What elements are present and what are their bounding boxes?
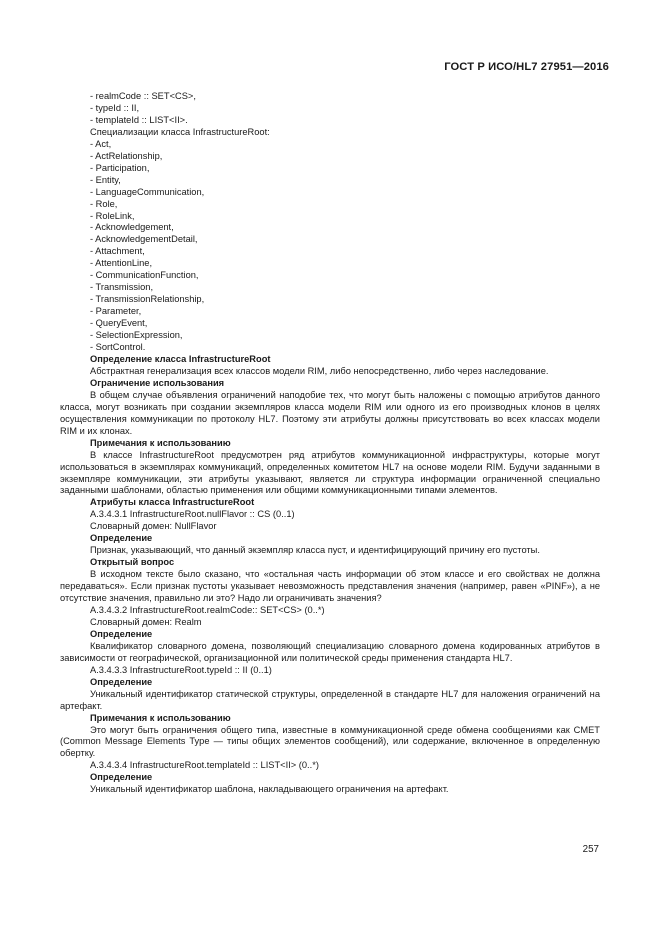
list-item: - RoleLink, <box>90 210 135 221</box>
page-body <box>60 91 600 796</box>
list-item: - ActRelationship, <box>90 150 163 161</box>
page-number: 257 <box>582 844 599 855</box>
paragraph: Признак, указывающий, что данный экземпляр класса пуст, и идентифицирующий причину его пустоты. <box>90 545 540 556</box>
paragraph: В общем случае объявления ограничений наподобие тех, что могут быть наложены с помощью атрибутов данного класса, могут возникать при создании экземпляров класса модели RIM или одного из его производных клонов в целях осуществления коммуникации по протоколу HL7. Поэтому эти атрибуты должны присутствовать во всех классах модели RIM и их клонах. <box>60 389 600 436</box>
section-heading: Определение <box>90 533 153 544</box>
paragraph: Уникальный идентификатор шаблона, накладывающего ограничения на артефакт. <box>90 784 449 795</box>
section-heading: Открытый вопрос <box>90 557 175 568</box>
list-item: - Entity, <box>90 174 121 185</box>
attribute-id: A.3.4.3.1 InfrastructureRoot.nullFlavor :: CS (0..1) <box>90 509 295 520</box>
list-item: - AcknowledgementDetail, <box>90 234 198 245</box>
section-heading: Определение <box>90 772 153 783</box>
paragraph: В классе InfrastructureRoot предусмотрен ряд атрибутов коммуникационной инфраструктуры, которые могут использоваться в экземплярах коммуникаций, определенных комитетом HL7 на основе модели RIM. Будучи заданными в экземпляре коммуникации, эти атрибуты указывают, является ли структура информации ограниченной специально заданными шаблонами, областью применения или общими коммуникационными типами элементов. <box>60 449 600 496</box>
paragraph: Это могут быть ограничения общего типа, известные в коммуникационной среде обмена сообщениями как CMET (Common Message Elements Type — типы общих элементов сообщений), или содержание, включенное в определенную обертку. <box>60 724 600 759</box>
spec-intro: Специализации класса InfrastructureRoot: <box>90 126 270 137</box>
section-heading: Определение класса InfrastructureRoot <box>90 353 271 364</box>
section-heading: Определение <box>90 628 153 639</box>
list-item: - Transmission, <box>90 282 154 293</box>
document-header: ГОСТ Р ИСО/HL7 27951—2016 <box>444 61 609 73</box>
list-item: - realmCode :: SET<CS>, <box>90 91 196 101</box>
list-item: - Parameter, <box>90 306 142 317</box>
list-item: - Acknowledgement, <box>90 222 174 233</box>
list-item: - Role, <box>90 198 118 209</box>
list-item: - templateId :: LIST<II>. <box>90 114 188 125</box>
list-item: - CommunicationFunction, <box>90 270 199 281</box>
list-item: - AttentionLine, <box>90 258 153 269</box>
paragraph: Квалификатор словарного домена, позволяющий специализацию словарного домена кодированных атрибутов в зависимости от географической, организационной или политической среды применения стандарта HL7. <box>60 640 600 663</box>
list-item: - SelectionExpression, <box>90 330 183 341</box>
section-heading: Определение <box>90 676 153 687</box>
list-item: - Participation, <box>90 162 150 173</box>
attribute-id: A.3.4.3.4 InfrastructureRoot.templateId :: LIST<II> (0..*) <box>90 760 319 771</box>
section-heading: Примечания к использованию <box>90 437 231 448</box>
section-heading: Ограничение использования <box>90 377 225 388</box>
section-heading: Примечания к использованию <box>90 712 231 723</box>
list-item: - QueryEvent, <box>90 318 148 329</box>
list-item: - SortControl. <box>90 342 146 353</box>
list-item: - TransmissionRelationship, <box>90 294 205 305</box>
list-item: - Act, <box>90 138 112 149</box>
attribute-id: A.3.4.3.3 InfrastructureRoot.typeId :: II (0..1) <box>90 664 272 675</box>
paragraph: В исходном тексте было сказано, что «остальная часть информации об этом классе и его свойствах не должна передаваться». Если признак пустоты указывает невозможность представления значения (например, равен «PINF»), а не отсутствие значения, правильно ли это? Надо ли ограничивать значения? <box>60 569 600 604</box>
paragraph: Уникальный идентификатор статической структуры, определенной в стандарте HL7 для наложения ограничений на артефакт. <box>60 688 600 711</box>
attribute-id: A.3.4.3.2 InfrastructureRoot.realmCode:: SET<CS> (0..*) <box>90 604 325 615</box>
vocabulary-domain: Словарный домен: Realm <box>90 616 202 627</box>
list-item: - typeId :: II, <box>90 102 140 113</box>
paragraph: Абстрактная генерализация всех классов модели RIM, либо непосредственно, либо через наследование. <box>90 365 549 376</box>
section-heading: Атрибуты класса InfrastructureRoot <box>90 497 255 508</box>
list-item: - LanguageCommunication, <box>90 186 205 197</box>
vocabulary-domain: Словарный домен: NullFlavor <box>90 521 217 532</box>
list-item: - Attachment, <box>90 246 145 257</box>
